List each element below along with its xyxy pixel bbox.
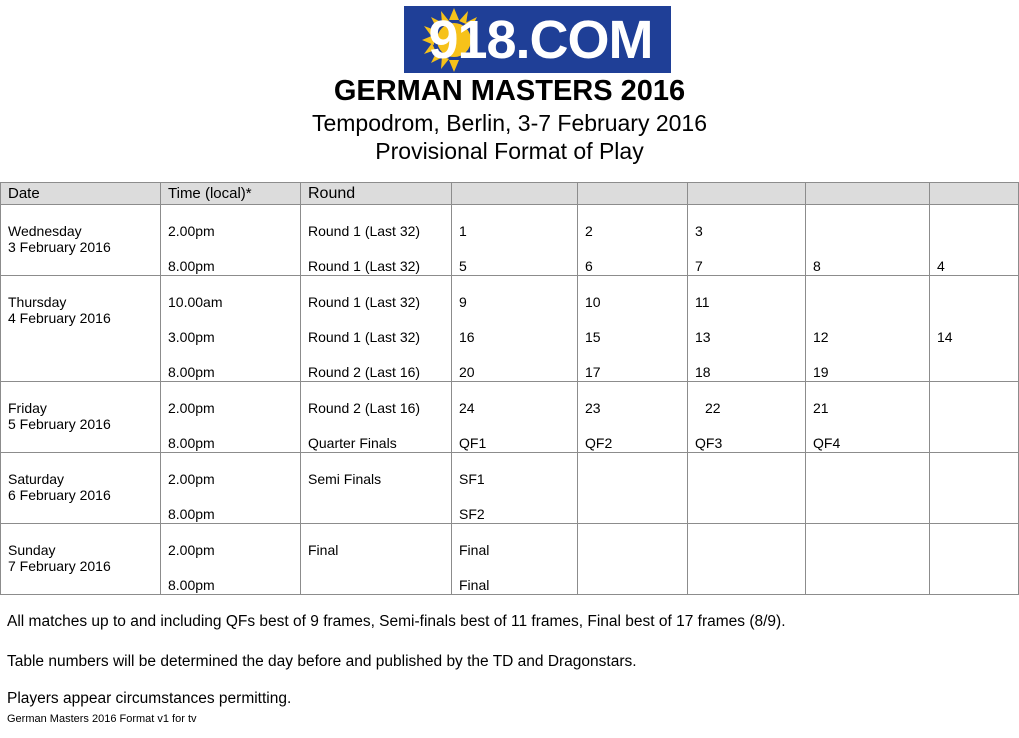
table-number-cell <box>452 453 578 524</box>
table-number-cell-line <box>585 542 687 577</box>
date-line: 7 February 2016 <box>8 558 111 574</box>
table-number-cell-line <box>937 577 1018 594</box>
time-cell-line: 8.00pm <box>168 577 215 593</box>
table-number-cell-line: 7 <box>695 258 703 274</box>
table-number-cell-line <box>813 471 929 506</box>
table-number-cell <box>578 453 688 524</box>
table-number-cell-line: QF4 <box>813 435 841 451</box>
table-row <box>1 205 1019 276</box>
table-number-cell-line <box>937 294 1018 329</box>
table-number-cell-line <box>695 506 805 523</box>
frames-note: All matches up to and including QFs best of 9 frames, Semi-finals best of 11 frames, Final best of 17 frames (8/9). <box>7 613 786 630</box>
table-number-cell <box>806 453 930 524</box>
table-number-cell <box>930 524 1019 595</box>
page-title: GERMAN MASTERS 2016 <box>333 75 686 107</box>
table-number-cell <box>806 276 930 382</box>
table-number-cell-line: 12 <box>813 329 829 345</box>
table-row <box>1 524 1019 595</box>
time-cell-line: 10.00am <box>168 294 223 310</box>
round-cell-line: Round 1 (Last 32) <box>308 329 421 345</box>
column-header <box>578 183 688 205</box>
table-number-cell-line: Final <box>459 542 490 558</box>
table-number-cell <box>688 382 806 453</box>
table-number-cell-line <box>937 435 1018 452</box>
venue-subtitle: Tempodrom, Berlin, 3-7 February 2016 <box>311 110 708 136</box>
table-number-cell-line <box>937 364 1018 381</box>
column-header <box>930 183 1019 205</box>
table-number-cell-line: 3 <box>695 223 703 239</box>
date-cell <box>1 205 161 276</box>
table-number-cell-line: 16 <box>459 329 475 345</box>
round-cell-line: Round 2 (Last 16) <box>308 364 421 380</box>
time-cell-line: 3.00pm <box>168 329 215 345</box>
column-header: Time (local)* <box>161 183 301 205</box>
round-cell <box>301 276 452 382</box>
round-cell-line: Semi Finals <box>308 471 382 487</box>
round-cell-line: Round 1 (Last 32) <box>308 294 421 310</box>
table-number-cell-line <box>585 506 687 523</box>
table-number-cell-line: 14 <box>937 329 953 345</box>
table-number-cell-line: 23 <box>585 400 601 416</box>
table-number-cell-line: 10 <box>585 294 601 310</box>
table-number-cell-line: 5 <box>459 258 467 274</box>
table-row <box>1 382 1019 453</box>
table-number-cell <box>930 276 1019 382</box>
table-number-cell-line: SF1 <box>459 471 485 487</box>
table-number-cell <box>452 524 578 595</box>
round-cell-line: Round 2 (Last 16) <box>308 400 421 416</box>
table-number-cell <box>806 524 930 595</box>
time-cell-line: 2.00pm <box>168 223 215 239</box>
time-cell <box>161 382 301 453</box>
players-note: Players appear circumstances permitting. <box>7 690 292 707</box>
table-number-cell-line: 13 <box>695 329 711 345</box>
time-cell <box>161 524 301 595</box>
table-number-cell-line: 8 <box>813 258 821 274</box>
round-cell <box>301 205 452 276</box>
table-number-cell-line: 9 <box>459 294 467 310</box>
table-number-cell-line <box>585 577 687 594</box>
round-cell-line <box>308 577 451 594</box>
date-line: 3 February 2016 <box>8 239 111 255</box>
table-number-cell-line <box>813 223 929 258</box>
table-row <box>1 453 1019 524</box>
column-header <box>806 183 930 205</box>
table-number-cell <box>806 205 930 276</box>
table-number-cell <box>452 382 578 453</box>
table-number-cell-line: 6 <box>585 258 593 274</box>
tables-note: Table numbers will be determined the day before and published by the TD and Dragonstars. <box>7 653 637 670</box>
column-header: Date <box>1 183 161 205</box>
table-number-cell-line: 1 <box>459 223 467 239</box>
table-number-cell-line: SF2 <box>459 506 485 522</box>
date-cell <box>1 276 161 382</box>
time-cell-line: 8.00pm <box>168 258 215 274</box>
date-line: Saturday <box>8 471 65 487</box>
table-number-cell-line: 20 <box>459 364 475 380</box>
table-number-cell <box>688 453 806 524</box>
round-cell-line: Round 1 (Last 32) <box>308 223 421 239</box>
time-cell <box>161 205 301 276</box>
table-number-cell-line: QF1 <box>459 435 487 451</box>
table-number-cell <box>688 205 806 276</box>
date-line: 5 February 2016 <box>8 416 111 432</box>
table-number-cell <box>688 524 806 595</box>
date-line: Sunday <box>8 542 56 558</box>
date-cell <box>1 524 161 595</box>
time-cell-line: 2.00pm <box>168 542 215 558</box>
table-number-cell-line: 21 <box>813 400 829 416</box>
table-number-cell-line <box>695 542 805 577</box>
table-number-cell-line: 15 <box>585 329 601 345</box>
table-number-cell-line: 11 <box>695 294 710 310</box>
table-number-cell-line: 22 <box>705 400 721 416</box>
table-number-cell-line <box>937 542 1018 577</box>
table-number-cell <box>578 382 688 453</box>
logo-text: 918.COM <box>428 10 653 70</box>
schedule-table <box>0 182 1019 595</box>
table-number-cell-line <box>937 400 1018 435</box>
table-number-cell-line: Final <box>459 577 490 593</box>
date-line: 4 February 2016 <box>8 310 111 326</box>
table-number-cell-line: 24 <box>459 400 475 416</box>
table-number-cell-line: 2 <box>585 223 593 239</box>
time-cell-line: 8.00pm <box>168 506 215 522</box>
table-number-cell-line: 18 <box>695 364 711 380</box>
table-number-cell-line <box>937 506 1018 523</box>
date-cell <box>1 382 161 453</box>
document-footer: German Masters 2016 Format v1 for tv <box>7 713 197 725</box>
table-number-cell <box>452 276 578 382</box>
round-cell-line: Quarter Finals <box>308 435 397 451</box>
date-line: Friday <box>8 400 47 416</box>
table-number-cell <box>806 382 930 453</box>
format-subtitle: Provisional Format of Play <box>375 138 644 164</box>
table-number-cell-line <box>813 506 929 523</box>
date-cell <box>1 453 161 524</box>
table-number-cell <box>688 276 806 382</box>
table-number-cell-line: QF2 <box>585 435 613 451</box>
table-header-row <box>1 183 1019 205</box>
table-number-cell-line <box>813 294 929 329</box>
table-number-cell <box>578 524 688 595</box>
table-number-cell-line <box>695 577 805 594</box>
round-cell-line <box>308 506 451 523</box>
table-number-cell <box>930 382 1019 453</box>
table-number-cell-line <box>937 471 1018 506</box>
date-line: Wednesday <box>8 223 82 239</box>
time-cell <box>161 453 301 524</box>
table-number-cell-line <box>937 223 1018 258</box>
table-number-cell <box>578 276 688 382</box>
round-cell <box>301 382 452 453</box>
time-cell <box>161 276 301 382</box>
logo-918-com <box>404 6 671 73</box>
round-cell <box>301 453 452 524</box>
table-number-cell-line <box>813 542 929 577</box>
date-line: Thursday <box>8 294 67 310</box>
column-header <box>452 183 578 205</box>
table-number-cell-line: 19 <box>813 364 829 380</box>
table-number-cell <box>578 205 688 276</box>
time-cell-line: 8.00pm <box>168 364 215 380</box>
column-header <box>688 183 806 205</box>
date-line: 6 February 2016 <box>8 487 111 503</box>
table-number-cell-line: 17 <box>585 364 601 380</box>
table-number-cell-line <box>695 471 805 506</box>
table-number-cell-line: QF3 <box>695 435 723 451</box>
time-cell-line: 2.00pm <box>168 471 215 487</box>
round-cell <box>301 524 452 595</box>
time-cell-line: 8.00pm <box>168 435 215 451</box>
table-number-cell <box>452 205 578 276</box>
time-cell-line: 2.00pm <box>168 400 215 416</box>
table-number-cell-line: 4 <box>937 258 945 274</box>
table-number-cell-line <box>813 577 929 594</box>
column-header: Round <box>301 183 452 205</box>
round-cell-line: Final <box>308 542 339 558</box>
round-cell-line: Round 1 (Last 32) <box>308 258 421 274</box>
table-number-cell <box>930 205 1019 276</box>
table-number-cell-line <box>585 471 687 506</box>
table-row <box>1 276 1019 382</box>
table-number-cell <box>930 453 1019 524</box>
